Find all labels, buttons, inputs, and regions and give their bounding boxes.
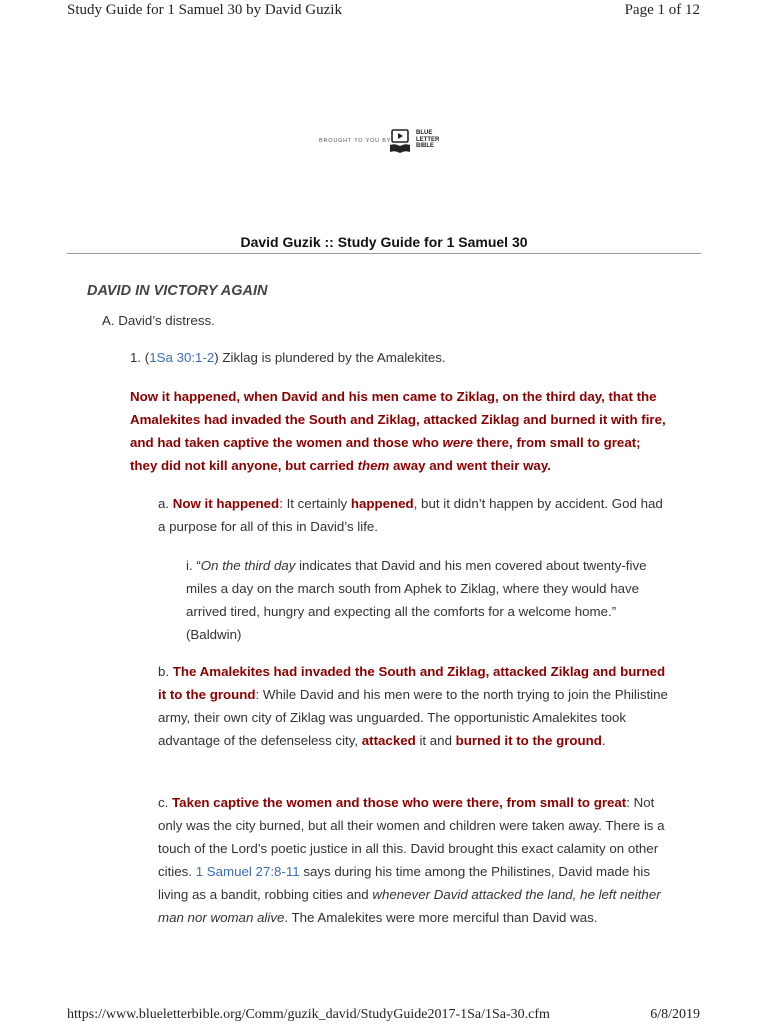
outline-prefix: 1. ( — [130, 350, 150, 365]
header-page-number: Page 1 of 12 — [624, 2, 700, 18]
passage-text: Now it happened, when David and his men came to Ziklag, on the third day, that the Amalekites had invaded the South and Ziklag, attacked Ziklag and burned it with fire, and had taken captive the women and those who — [130, 389, 666, 450]
outline-point-A: A. David’s distress. — [102, 313, 215, 328]
quoted-phrase: Taken captive the women and those who were there, from small to great — [172, 795, 627, 810]
outline-text: ) Ziklag is plundered by the Amalekites. — [214, 350, 446, 365]
outline-prefix: c. — [158, 795, 173, 810]
outline-text: . — [601, 733, 606, 748]
page-title: David Guzik :: Study Guide for 1 Samuel 30 — [240, 234, 528, 250]
scripture-reference-link[interactable]: 1 Samuel 27:8-11 — [195, 864, 300, 879]
outline-text: , but it didn’t happen by accident. God had a purpose for all of this in David’s life. — [158, 496, 663, 534]
section-heading: DAVID IN VICTORY AGAIN — [87, 283, 268, 299]
outline-point-b — [158, 660, 668, 752]
passage-italic-word: them — [357, 458, 390, 473]
outline-text: : Not only was the city burned, but all their women and children were taken away. There is a touch of the Lord’s poetic justice in all this. David brought this exact calamity on other cities. — [158, 795, 665, 879]
header-document-title: Study Guide for 1 Samuel 30 by David Guzik — [67, 2, 342, 18]
outline-text: : While David and his men were to the north trying to join the Philistine army, their own city of Ziklag was unguarded. The opportunistic Amalekites took advantage of the defenseless city, — [158, 687, 668, 748]
outline-text: indicates that David and his men covered about twenty-five miles a day on the march south from Aphek to Ziklag, where they would have arrived tired, hungry and expecting all the comforts for a welcome home.” (Baldwin) — [186, 558, 647, 642]
outline-point-c — [158, 791, 668, 929]
outline-prefix: a. — [158, 496, 173, 511]
italic-phrase: whenever David attacked the land, he left neither man nor woman alive — [158, 887, 661, 925]
outline-prefix: i. “ — [186, 558, 201, 573]
outline-text: it and — [415, 733, 456, 748]
outline-text: says during his time among the Philistines, David made his living as a bandit, robbing cities and — [158, 864, 650, 902]
outline-text: . The Amalekites were more merciful than David was. — [284, 910, 598, 925]
outline-point-1 — [130, 346, 690, 369]
italic-phrase: On the third day — [200, 558, 296, 573]
passage-italic-word: were — [442, 435, 473, 450]
outline-point-a — [158, 492, 668, 538]
open-book-screen-icon — [389, 128, 411, 156]
scripture-reference-link[interactable]: 1Sa 30:1-2 — [149, 350, 215, 365]
outline-text: : It certainly — [279, 496, 351, 511]
logo-name-line: LETTER — [416, 136, 440, 143]
outline-point-i — [186, 554, 656, 646]
quoted-phrase: attacked — [361, 733, 416, 748]
quoted-phrase: burned it to the ground — [455, 733, 602, 748]
outline-prefix: b. — [158, 664, 173, 679]
quoted-phrase: Now it happened — [172, 496, 280, 511]
logo-name — [416, 130, 456, 150]
quoted-phrase: The Amalekites had invaded the South and Ziklag, attacked Ziklag and burned it to the ground — [158, 664, 666, 702]
footer-date: 6/8/2019 — [650, 1007, 700, 1022]
footer-url: https://www.blueletterbible.org/Comm/guzik_david/StudyGuide2017-1Sa/1Sa-30.cfm — [67, 1007, 550, 1022]
logo-name-line: BIBLE — [416, 143, 434, 149]
quoted-phrase: happened — [350, 496, 414, 511]
logo-brought-text: BROUGHT TO YOU BY — [319, 138, 392, 144]
blue-letter-bible-logo[interactable] — [319, 128, 459, 156]
passage-text: there, from small to great; they did not kill anyone, but carried — [130, 435, 641, 473]
title-divider — [67, 253, 701, 254]
scripture-passage — [130, 385, 670, 477]
logo-name-line: BLUE — [416, 130, 433, 136]
passage-text: away and went their way. — [389, 458, 551, 473]
